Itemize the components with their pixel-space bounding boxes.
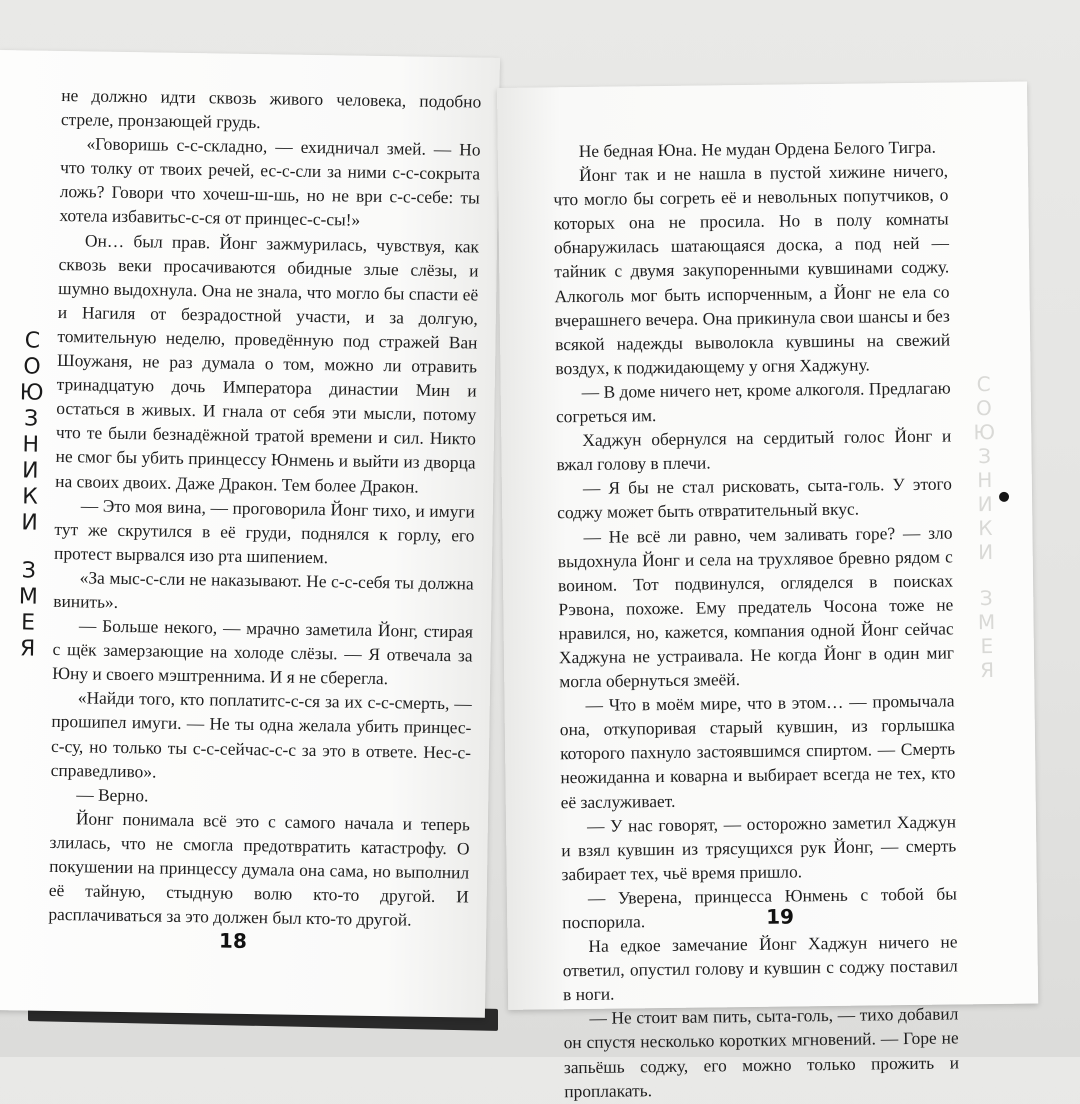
side-title-letter: О (23, 354, 41, 380)
paragraph: — Больше некого, — мрачно заметила Йонг, стирая с щёк замерзающие на холоде слёзы. — Я отвечала за Юну и своего мэштреннима. И я не сберегла. (52, 615, 474, 689)
side-title-letter: М (18, 584, 39, 610)
paragraph: — Не стоит вам пить, сыта-голь, — тихо добавил он спустя несколько коротких мгновений. — Горе не запьёшь соджу, его можно только прожить и проплакать. (563, 1003, 960, 1101)
page-marker-dot-icon (999, 492, 1009, 502)
paragraph: Йонг так и не нашла в пустой хижине ничего, что могло бы согреть её и невольных попутчиков, о которых она не просила. Но в полу комнаты обнаружилась шатающаяся доска, а под ней — тайник с двумя закупоренными кувшинами соджу. Алкоголь мог быть испорченным, а Йонг не ела со вчерашнего вечера. Она прикинула свои шансы и без всякой надежды выволокла кувшины на свежий воздух, к поджидающему у огня Хаджуну. (553, 160, 951, 379)
side-title-letter: З (23, 406, 39, 432)
page-number: 19 (765, 904, 795, 929)
side-title-letter: К (978, 515, 993, 541)
paragraph: не должно идти сквозь живого человека, подобно стреле, пронзающей грудь. (60, 84, 482, 133)
right-page (497, 82, 1038, 1101)
side-title-letter: С (24, 328, 41, 354)
paragraph: На едкое замечание Йонг Хаджун ничего не ответил, опустил голову и кувшин с соджу поставил в ноги. (562, 931, 958, 1005)
side-title-letter: З (977, 443, 992, 469)
paragraph: Хаджун обернулся на сердитый голос Йонг и вжал голову в плечи. (556, 425, 952, 475)
side-title-letter: Ю (973, 419, 996, 445)
side-title-letter: З (979, 585, 993, 611)
side-title-letter: И (21, 510, 39, 536)
side-title-letter: И (21, 458, 39, 484)
paragraph: «Говоришь с-с-складно, — ехиднич​ал змей. — Но что толку от твоих речей, ес-с-сли за ними с-с-сокрыта ложь? Говори что хочеш-ш-шь, но не ври с-с-себе: ты хотела избавить​с-с-ся от принцес-с-сы!» (59, 133, 481, 231)
paragraph: — Что в моём мире, что в этом… — промычала она, откупоривая старый кувшин, из горлышка которого пахнуло застоявшимся спиртом. — Смерть неожиданна и коварна и выбирает всегда не тех, кто её заслуживает. (559, 690, 956, 812)
side-title-letter: Я (980, 657, 995, 683)
paragraph: Йонг понимала всё это с самого начала и теперь злилась, что не смогла предотвратить катастрофу. О покушении на принцессу думала она сама, но выполнил её тайную, стыдную волю кто-то другой. И расплачиваться за это должен был кто-то другой. (48, 808, 471, 930)
right-side-title-showthrough (969, 372, 1003, 682)
side-title-letter: И (978, 539, 994, 565)
paragraph: — У нас говорят, — осторожно заметил Хаджун и взял кувшин из трясущихся рук Йонг, — смерть забирает тех, чьё время пришло. (561, 811, 957, 885)
paragraph: — Я бы не стал рисковать, сыта-голь. У этого соджу может быть отвратительный вкус. (557, 473, 952, 523)
paragraph: — В доме ничего нет, кроме алкоголя. Предлагаю согреться им. (555, 377, 951, 427)
paragraph: «Найди того, кто поплатит​с-с-ся за их с-с-смерть, — прошипел имуги. — Не ты одна желала убить принцес-с-су, но только ты с-с-сейчас-с-с за это в ответе. Нес-с-справедливо». (50, 687, 472, 782)
side-title-letter: О (975, 395, 992, 421)
side-title-letter: Ю (19, 380, 44, 406)
side-title-letter: К (21, 484, 38, 510)
side-title-letter: Я (19, 636, 36, 662)
side-title-letter: Е (980, 633, 994, 659)
side-title-letter: З (21, 558, 37, 584)
paragraph: «За мыс-с-сли не наказывают. Не с-с-себя ты должна винить». (53, 567, 474, 612)
side-title-letter: Н (977, 467, 993, 493)
paragraph: — Верно. (76, 784, 149, 806)
paragraph: — Уверена, принцесса Юнмень с тобой бы поспорила. (562, 883, 957, 933)
left-page (0, 50, 500, 1018)
page-number: 18 (218, 928, 248, 953)
left-page-text (48, 83, 481, 933)
paragraph: Не бедная Юна. Не мудан Ордена Белого Тигра. (578, 136, 937, 162)
paragraph: Он… был прав. Йонг зажмурилась, чувствуя, как сквозь веки просачиваются обидные злые слёзы, и шумно выдохнула. Она не знала, что могло бы спасти её и Нагиля от безрадостной участи, и за долгую, томительную неделю, проведённую под стражей Ван Шоужаня, не раз думала о том, можно ли отравить тринадцатую дочь Императора династии Мин и остаться в живых. И гнала от себя эти мысли, потому что те были безнадёжной тратой времени и сил. Никто не смог бы убить принцессу Юнмень и выйти из дворца на своих двоих. Даже Дракон. Тем более Дракон. (55, 229, 480, 497)
left-side-title (12, 328, 47, 662)
side-title-letter: Н (22, 432, 40, 458)
side-title-letter: Е (20, 610, 36, 636)
paragraph: — Не всё ли равно, чем заливать горе? — зло выдохнула Йонг и села на трухлявое бревно рядом с воином. Тот подвинулся, огляделся в поисках Рэвона, похоже. Ему предатель Чосона тоже не нравился, но, кажется, компания одной Йонг сейчас Хаджуна не устраивала. Не когда Йонг в один миг могла обернуться змеёй. (557, 521, 955, 692)
side-title-letter: И (977, 491, 993, 517)
side-title-letter: М (977, 609, 996, 635)
right-page-text (553, 134, 960, 1103)
paragraph: — Это моя вина, — проговорила Йонг тихо, и имуги тут же скрутился в её груди, поднялся к горлу, его протест вырвался изо рта шипением. (53, 494, 475, 567)
side-title-letter: С (976, 371, 991, 397)
